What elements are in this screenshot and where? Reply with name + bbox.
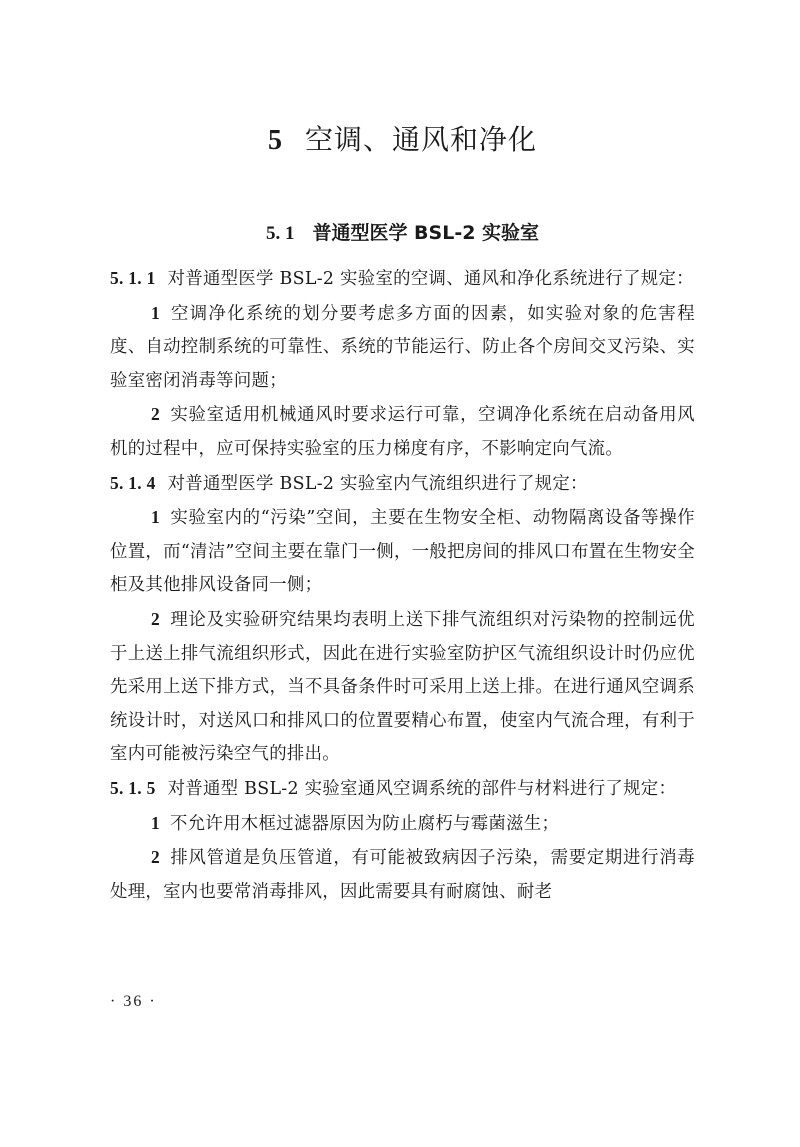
- section-title-text: 普通型医学 BSL-2 实验室: [312, 222, 540, 244]
- item-number: 1: [151, 812, 160, 833]
- body-text: [110, 262, 695, 909]
- clause-text: 对普通型医学 BSL-2 实验室的空调、通风和净化系统进行了规定：: [167, 269, 694, 289]
- list-item: [110, 398, 695, 466]
- section-title: [110, 218, 695, 245]
- section-number: 5. 1: [265, 223, 295, 244]
- page-number: · 36 ·: [110, 993, 157, 1010]
- clause-text: 对普通型 BSL-2 实验室通风空调系统的部件与材料进行了规定：: [167, 778, 677, 799]
- clause-number: 5. 1. 5: [110, 777, 156, 798]
- item-number: 1: [151, 302, 160, 323]
- chapter-title-text: 空调、通风和净化: [304, 123, 537, 156]
- clause-number: 5. 1. 4: [110, 472, 156, 493]
- item-number: 2: [151, 404, 160, 425]
- item-number: 1: [151, 507, 160, 528]
- chapter-title: [110, 118, 695, 158]
- list-item: [110, 841, 695, 909]
- list-item: [110, 807, 695, 842]
- item-text: 实验室内的“污染”空间，主要在生物安全柜、动物隔离设备等操作位置，而“清洁”空间主要在靠门一侧，一般把房间的排风口布置在生物安全柜及其他排风设备同一侧；: [110, 508, 695, 596]
- item-number: 2: [151, 608, 160, 629]
- list-item: [110, 603, 695, 772]
- list-item: [110, 501, 695, 603]
- item-text: 空调净化系统的划分要考虑多方面的因素，如实验对象的危害程度、自动控制系统的可靠性、系统的节能运行、防止各个房间交叉污染、实验室密闭消毒等问题；: [110, 303, 695, 391]
- clause-number: 5. 1. 1: [110, 268, 156, 288]
- clause-5-1-1: [110, 262, 695, 297]
- item-text: 实验室适用机械通风时要求运行可靠，空调净化系统在启动备用风机的过程中，应可保持实验室的压力梯度有序，不影响定向气流。: [110, 405, 695, 459]
- item-number: 2: [151, 847, 160, 868]
- clause-5-1-5: [110, 772, 695, 807]
- clause-5-1-4: [110, 467, 695, 502]
- list-item: [110, 297, 695, 399]
- item-text: 理论及实验研究结果均表明上送下排气流组织对污染物的控制远优于上送上排气流组织形式，因此在进行实验室防护区气流组织设计时仍应优先采用上送下排方式，当不具备条件时可采用上送上排。在进行通风空调系统设计时，对送风口和排风口的位置要精心布置，使室内气流合理，有利于室内可能被污染空气的排出。: [110, 609, 695, 765]
- item-text: 不允许用木框过滤器原因为防止腐朽与霉菌滋生；: [170, 813, 560, 834]
- item-text: 排风管道是负压管道，有可能被致病因子污染，需要定期进行消毒处理，室内也要常消毒排风，因此需要具有耐腐蚀、耐老: [110, 848, 695, 902]
- chapter-number: 5: [267, 125, 283, 156]
- clause-text: 对普通型医学 BSL-2 实验室内气流组织进行了规定：: [167, 473, 588, 494]
